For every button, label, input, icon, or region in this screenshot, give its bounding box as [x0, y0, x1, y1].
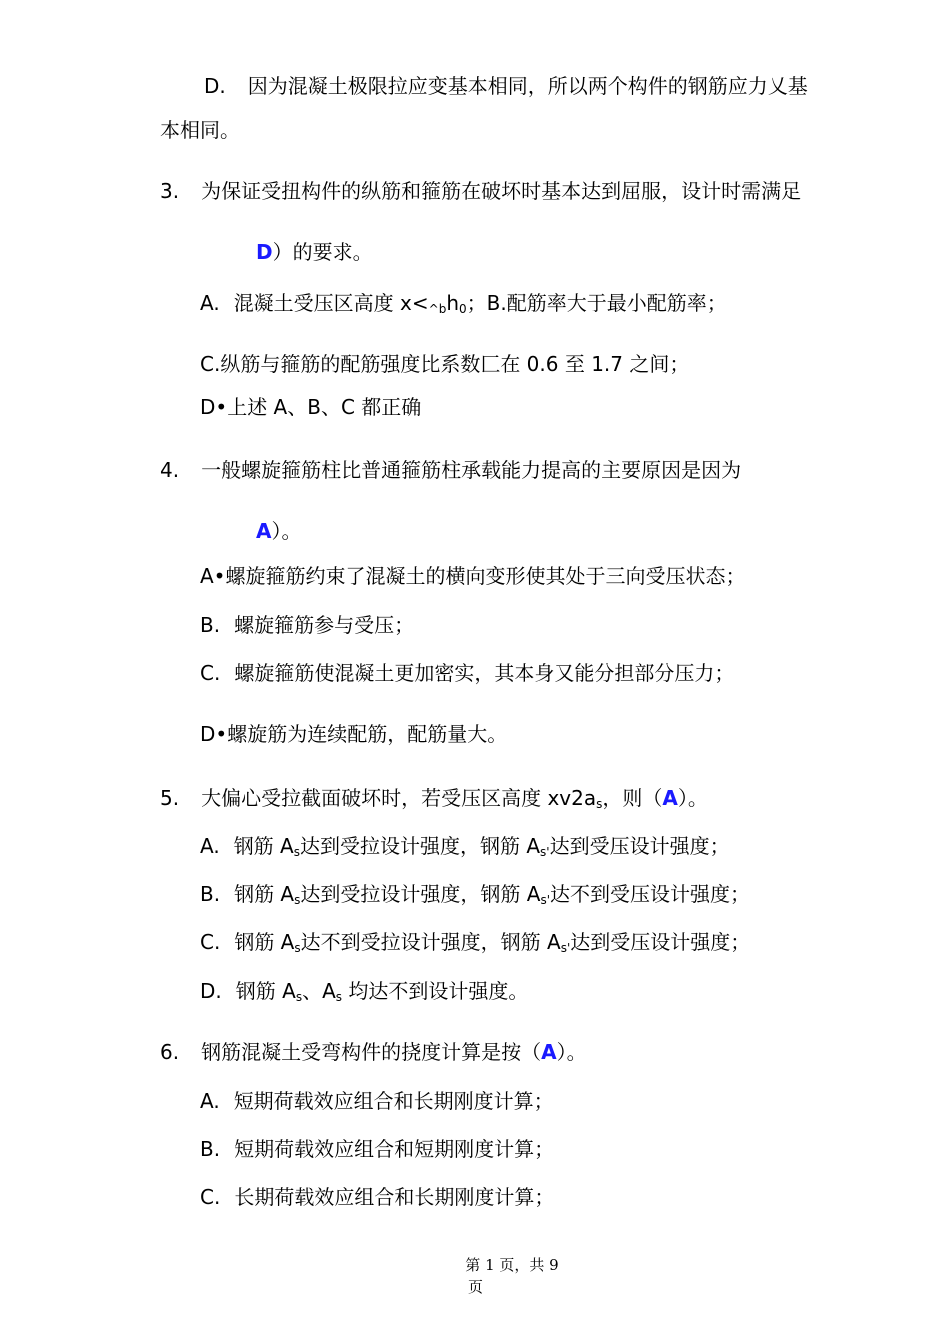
question-6	[160, 1038, 587, 1066]
option-label: C.	[200, 1185, 221, 1209]
subscript: s	[335, 990, 343, 1004]
question-4-option-d: D•螺旋筋为连续配筋，配筋量大。	[200, 722, 508, 746]
option-text: 达到受拉设计强度，钢筋 A	[300, 834, 541, 858]
question-text: 为保证受扭构件的纵筋和箍筋在破坏时基本达到屈服，设计时需满足	[201, 179, 802, 203]
page-footer	[0, 1254, 950, 1296]
subscript: 0	[459, 302, 467, 316]
subscript: s	[293, 845, 300, 859]
question-3-option-a	[200, 289, 727, 323]
question-4-option-a: A•螺旋箍筋约束了混凝土的横向变形使其处于三向受压状态；	[200, 564, 746, 588]
question-5-option-a	[200, 832, 730, 866]
question-3-option-c: C.纵筋与箍筋的配筋强度比系数匚在 0.6 至 1.7 之间；	[200, 352, 690, 376]
question-number: 6.	[160, 1040, 180, 1064]
option-text: 短期荷载效应组合和长期刚度计算；	[233, 1089, 554, 1113]
question-number: 3.	[160, 179, 180, 203]
subscript: b	[438, 302, 447, 316]
question-4	[160, 456, 741, 484]
question-3	[160, 177, 801, 205]
option-label: A.	[200, 834, 220, 858]
option-text: 达到受拉设计强度，钢筋 A	[300, 882, 541, 906]
question-5-option-d	[200, 977, 528, 1011]
question-text: 一般螺旋箍筋柱比普通箍筋柱承载能力提高的主要原因是因为	[201, 458, 742, 482]
option-label: B.	[200, 882, 221, 906]
question-6-option-b	[200, 1135, 554, 1163]
answer-suffix: ）的要求。	[272, 240, 373, 264]
subscript: s	[295, 990, 303, 1004]
option-label: D.	[204, 74, 226, 98]
option-text: 达不到受压设计强度；	[550, 882, 750, 906]
question-text: 大偏心受拉截面破坏时，若受压区高度 xv2a	[201, 786, 597, 810]
option-label: B.	[200, 613, 221, 637]
question-4-option-b	[200, 611, 414, 639]
option-text: 达到受压设计强度；	[549, 834, 730, 858]
option-text: 达到受压设计强度；	[570, 930, 751, 954]
question-5-option-c	[200, 928, 750, 962]
subscript: s	[294, 893, 301, 907]
option-label: A.	[200, 291, 220, 315]
option-text: 因为混凝土极限拉应变基本相同，所以两个构件的钢筋应力乂基	[247, 74, 808, 98]
option-text: 钢筋 A	[234, 882, 295, 906]
option-text: 均达不到设计强度。	[342, 979, 529, 1003]
question-5-option-b	[200, 880, 750, 914]
option-label: A.	[200, 1089, 220, 1113]
question-4-answer-line	[256, 517, 301, 545]
option-label: B.	[200, 1137, 221, 1161]
answer-mark: D	[256, 240, 273, 264]
question-6-option-c	[200, 1183, 554, 1211]
question-text: ）。	[677, 786, 708, 810]
option-text: 达不到受拉设计强度，钢筋 A	[300, 930, 561, 954]
answer-mark: A	[256, 519, 272, 543]
question-number: 4.	[160, 458, 180, 482]
option-text: h	[446, 291, 460, 315]
subscript: s'	[540, 845, 550, 859]
option-text: 螺旋箍筋参与受压；	[234, 613, 415, 637]
subscript: s'	[560, 941, 571, 955]
page-number-line-1: 第 1 页，共 9	[465, 1256, 559, 1274]
question-4-option-c	[200, 659, 734, 687]
option-text: 、A	[302, 979, 336, 1003]
option-text: 混凝土受压区高度 x<	[233, 291, 429, 315]
answer-suffix: ）。	[271, 519, 302, 543]
question-3-option-d: D•上述 A、B、C 都正确	[200, 395, 422, 419]
subscript: ^	[428, 302, 439, 316]
answer-mark: A	[662, 786, 678, 810]
question-3-answer-line	[256, 238, 373, 266]
question-6-option-a	[200, 1087, 554, 1115]
question-number: 5.	[160, 786, 180, 810]
option-label: C.	[200, 930, 221, 954]
option-text: 长期荷载效应组合和长期刚度计算；	[234, 1185, 555, 1209]
question-text: ）。	[556, 1040, 587, 1064]
question-text: 钢筋混凝土受弯构件的挠度计算是按（	[201, 1040, 542, 1064]
option-text: ；B.配筋率大于最小配筋率；	[466, 291, 727, 315]
option-d-continuation: 本相同。	[160, 118, 240, 142]
option-text: 短期荷载效应组合和短期刚度计算；	[234, 1137, 555, 1161]
subscript: s	[294, 941, 301, 955]
subscript: s'	[540, 893, 550, 907]
option-text: 钢筋 A	[234, 930, 295, 954]
question-text: ，则（	[602, 786, 663, 810]
option-label: D.	[200, 979, 222, 1003]
page-number-line-2: 页	[468, 1278, 484, 1296]
question-5	[160, 784, 708, 818]
answer-mark: A	[541, 1040, 557, 1064]
option-text: 钢筋 A	[235, 979, 296, 1003]
option-text: 螺旋箍筋使混凝土更加密实，其本身又能分担部分压力；	[234, 661, 735, 685]
subscript: s	[596, 797, 603, 811]
option-text: 钢筋 A	[233, 834, 294, 858]
option-d-line	[204, 72, 808, 100]
option-label: C.	[200, 661, 221, 685]
